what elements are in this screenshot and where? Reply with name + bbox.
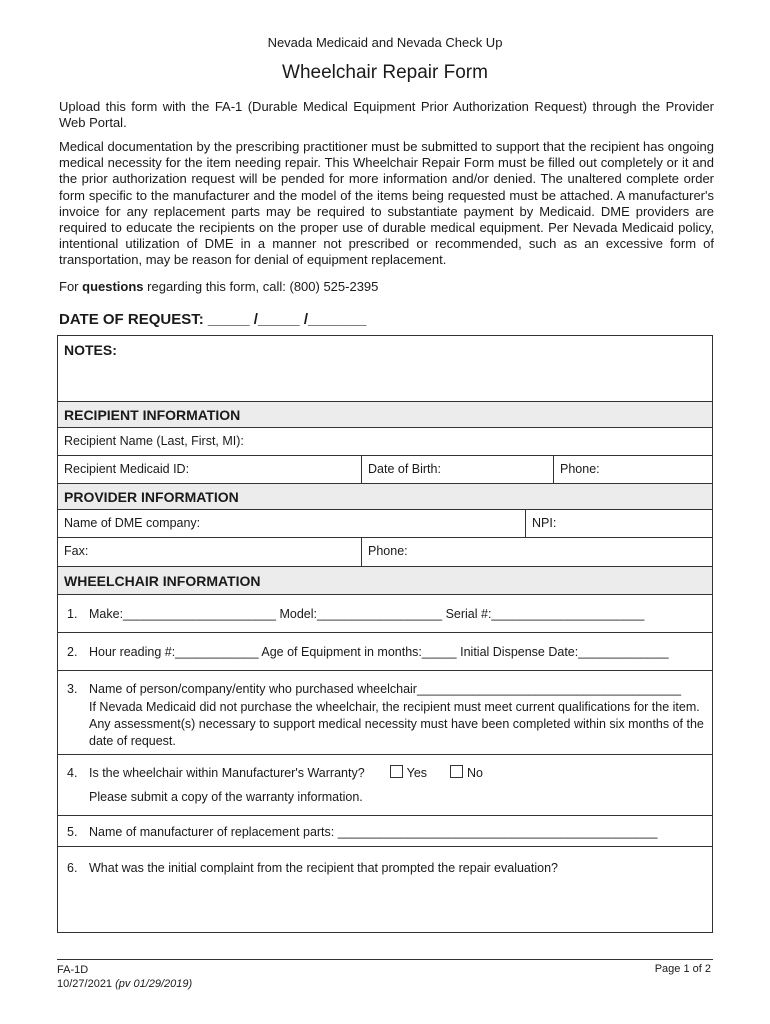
provider-phone-field[interactable] (362, 538, 712, 566)
warranty-question: Is the wheelchair within Manufacturer's Warranty? (89, 766, 365, 780)
item-number: 6. (67, 861, 78, 875)
item-number: 4. (67, 766, 78, 780)
dme-company-field[interactable] (58, 510, 526, 537)
form-date: 10/27/2021 (57, 978, 113, 990)
provider-company-row (58, 510, 712, 538)
no-checkbox[interactable] (450, 765, 463, 778)
questions-bold: questions (82, 279, 144, 294)
npi-label: NPI: (532, 516, 557, 530)
replacement-parts-line: Name of manufacturer of replacement parts: ______________________________________________ (89, 825, 658, 839)
purchaser-line: Name of person/company/entity who purchased wheelchair______________________________________ (89, 682, 682, 696)
recipient-medicaid-id-label: Recipient Medicaid ID: (64, 462, 190, 476)
wheelchair-heading: WHEELCHAIR INFORMATION (64, 573, 261, 589)
fax-label: Fax: (64, 544, 89, 558)
warranty-no-option[interactable] (450, 766, 483, 780)
date-of-birth-field[interactable] (362, 456, 554, 483)
yes-checkbox[interactable] (390, 765, 403, 778)
recipient-name-label: Recipient Name (Last, First, MI): (64, 434, 244, 448)
policy-paragraph: Medical documentation by the prescribing practitioner must be submitted to support that the recipient has ongoing medical necessity for the item needing repair. This Wheelchair Repair Form must be filled out completely or it and the prior authorization request will be pended for more information and/or denied. The unaltered complete order form specific to the manufacturer and the model of the items being requested must be attached. A manufacturer's invoice for any replacement parts may be required to substantiate payment by Medicaid. DME providers are required to educate the recipients on the proper use of durable medical equipment. Per Nevada Medicaid policy, intentional utilization of DME in a manner not prescribed or recommended, such as an excessive form of transportation, may be reason for denial of equipment replacement. (59, 139, 714, 268)
yes-label: Yes (406, 766, 428, 780)
notes-field[interactable] (58, 336, 712, 402)
provider-phone-label: Phone: (368, 544, 408, 558)
wheelchair-item-3[interactable] (58, 671, 712, 755)
provider-section-header (58, 484, 712, 510)
form-frame (57, 335, 713, 933)
recipient-phone-field[interactable] (554, 456, 712, 483)
form-revision: (pv 01/29/2019) (115, 978, 193, 990)
form-id: FA-1D (57, 964, 89, 976)
questions-prefix: For (59, 279, 79, 294)
wheelchair-item-5[interactable] (58, 816, 712, 847)
npi-field[interactable] (526, 510, 712, 537)
questions-line (59, 279, 378, 294)
warranty-yes-option[interactable] (390, 766, 427, 780)
hour-age-dispense-line: Hour reading #:____________ Age of Equipment in months:_____ Initial Dispense Date:_____________ (89, 645, 669, 659)
wheelchair-section-header (58, 567, 712, 595)
medicaid-qualification-note: If Nevada Medicaid did not purchase the wheelchair, the recipient must meet current qualifications for the item. Any assessment(s) necessary to support medical necessity must have been completed within six months of the date of request. (89, 700, 704, 748)
initial-complaint-question: What was the initial complaint from the recipient that prompted the repair evaluation? (89, 861, 558, 875)
item-number: 5. (67, 825, 78, 839)
provider-contact-row (58, 538, 712, 567)
page-number: Page 1 of 2 (654, 963, 711, 975)
page-header: Nevada Medicaid and Nevada Check Up (267, 35, 503, 50)
make-model-serial-line: Make:______________________ Model:__________________ Serial #:______________________ (89, 607, 645, 621)
recipient-name-field[interactable] (58, 428, 712, 456)
date-of-birth-label: Date of Birth: (368, 462, 441, 476)
wheelchair-item-6[interactable] (58, 847, 712, 933)
recipient-phone-label: Phone: (560, 462, 600, 476)
wheelchair-item-4 (58, 755, 712, 816)
dme-company-label: Name of DME company: (64, 516, 201, 530)
provider-heading: PROVIDER INFORMATION (64, 489, 239, 505)
fax-field[interactable] (58, 538, 362, 566)
notes-label: NOTES: (64, 342, 117, 358)
page-title: Wheelchair Repair Form (282, 62, 488, 83)
questions-phone: regarding this form, call: (800) 525-2395 (147, 279, 379, 294)
recipient-section-header (58, 402, 712, 428)
wheelchair-item-2[interactable] (58, 633, 712, 671)
footer-divider (57, 959, 713, 960)
recipient-medicaid-id-field[interactable] (58, 456, 362, 483)
no-label: No (467, 766, 483, 780)
wheelchair-item-1[interactable] (58, 595, 712, 633)
item-number: 2. (67, 645, 78, 659)
recipient-heading: RECIPIENT INFORMATION (64, 407, 241, 423)
recipient-id-row (58, 456, 712, 484)
item-number: 3. (67, 682, 78, 696)
intro-text: Upload this form with the FA-1 (Durable Medical Equipment Prior Authorization Request) through the Provider Web Portal. (59, 99, 714, 131)
footer-form-info (57, 963, 192, 991)
warranty-note: Please submit a copy of the warranty information. (89, 790, 363, 804)
date-of-request[interactable]: DATE OF REQUEST: _____ /_____ /_______ (59, 311, 367, 328)
item-number: 1. (67, 607, 78, 621)
